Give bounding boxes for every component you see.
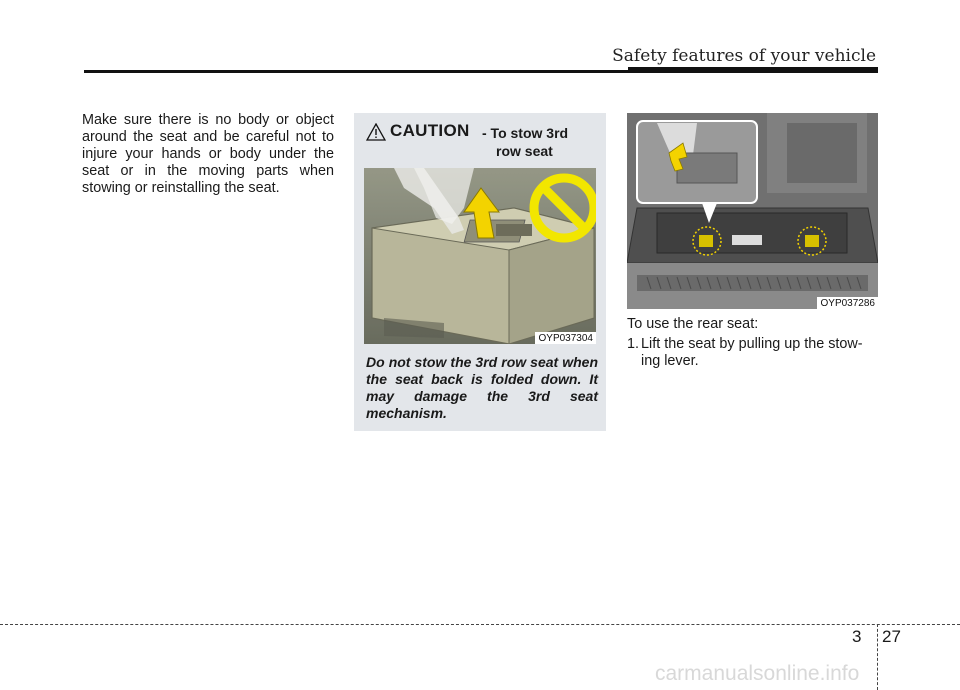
warning-triangle-icon bbox=[366, 123, 386, 141]
stow-seat-illustration bbox=[364, 168, 596, 344]
page-number: 27 bbox=[882, 627, 901, 646]
figure-code-cargo: OYP037286 bbox=[817, 297, 879, 309]
step-text: Lift the seat by pulling up the stow-ing lever. bbox=[641, 336, 863, 369]
seat-illustration-graphic bbox=[364, 168, 596, 344]
caution-subtitle bbox=[482, 124, 600, 160]
footer-rule bbox=[0, 624, 960, 625]
instructions-intro: To use the rear seat: bbox=[627, 316, 759, 332]
cargo-area-illustration bbox=[627, 113, 878, 309]
figure-code-caution: OYP037304 bbox=[535, 332, 597, 344]
caution-label: CAUTION bbox=[390, 121, 470, 140]
caution-body-text: Do not stow the 3rd row seat when the seat back is folded down. It may damage the 3rd seat mechanism. bbox=[366, 354, 598, 421]
caution-subtitle-line2: row seat bbox=[496, 143, 553, 159]
footer-divider bbox=[877, 624, 878, 690]
section-header-title: Safety features of your vehicle bbox=[612, 46, 876, 66]
step-number: 1. bbox=[627, 336, 640, 352]
cargo-illustration-graphic bbox=[627, 113, 878, 309]
instruction-step bbox=[627, 336, 879, 370]
caution-box bbox=[354, 113, 606, 431]
header-rule-accent bbox=[628, 67, 878, 73]
body-paragraph: Make sure there is no body or object around the seat and be careful not to injure your hands or body under the seat or in the moving parts when stowing or reinstalling the seat. bbox=[82, 112, 334, 196]
caution-header bbox=[366, 121, 606, 167]
watermark-text[interactable]: carmanualsonline.info bbox=[655, 662, 860, 685]
caution-subtitle-line1: - To stow 3rd bbox=[482, 125, 569, 141]
chapter-number: 3 bbox=[852, 627, 862, 646]
